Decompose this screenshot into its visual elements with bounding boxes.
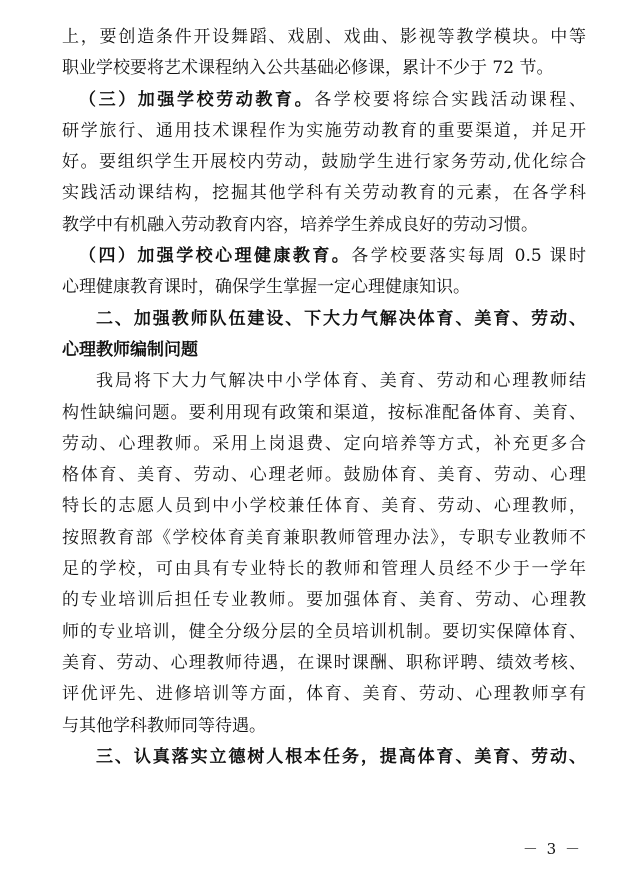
text-line: 教学中有机融入劳动教育内容，培养学生养成良好的劳动习惯。: [62, 214, 538, 235]
text-line: 劳动、心理教师。采用上岗退费、定向培养等方式，补充更多合: [62, 433, 586, 454]
text-line: 上，要创造条件开设舞蹈、戏剧、戏曲、影视等教学模块。中等: [62, 27, 586, 47]
page-number: － 3 －: [522, 840, 582, 858]
text-line: 评优评先、进修培训等方面，体育、美育、劳动、心理教师享有: [62, 684, 586, 705]
section-heading-line: [62, 241, 586, 272]
text-line: 按照教育部《学校体育美育兼职教师管理办法》，专职专业教师不: [62, 527, 586, 548]
chapter-heading: 二、加强教师队伍建设、下大力气解决体育、美育、劳动、: [96, 308, 586, 329]
section-heading: （三）加强学校劳动教育。: [79, 89, 315, 110]
text-line: 特长的志愿人员到中小学校兼任体育、美育、劳动、心理教师，: [62, 496, 586, 517]
section-heading: （四）加强学校心理健康教育。: [79, 246, 352, 267]
text-line: 实践活动课结构，挖掘其他学科有关劳动教育的元素，在各学科: [62, 183, 586, 204]
text-line: 师的专业培训，健全分级分层的全员培训机制。要切实保障体育、: [62, 621, 586, 642]
text-line: 格体育、美育、劳动、心理老师。鼓励体育、美育、劳动、心理: [62, 465, 586, 486]
section-heading-line: [62, 85, 586, 116]
text-line: 美育、劳动、心理教师待遇，在课时课酬、职称评聘、绩效考核、: [62, 652, 586, 673]
text-line: 研学旅行、通用技术课程作为实施劳动教育的重要渠道，并足开: [62, 120, 586, 141]
text-line: 足的学校，可由具有专业特长的教师和管理人员经不少于一学年: [62, 559, 586, 580]
text-line: 与其他学科教师同等待遇。: [62, 715, 266, 736]
text-fragment: 各学校要将综合实践活动课程、: [314, 89, 586, 110]
text-line: 我局将下大力气解决中小学体育、美育、劳动和心理教师结: [96, 371, 586, 392]
chapter-heading: 三、认真落实立德树人根本任务，提高体育、美育、劳动、: [96, 746, 586, 767]
chapter-heading: 心理教师编制问题: [62, 339, 198, 360]
text-line: 的专业培训后担任专业教师。要加强体育、美育、劳动、心理教: [62, 590, 586, 611]
text-line: 职业学校要将艺术课程纳入公共基础必修课，累计不少于 72 节。: [62, 58, 554, 79]
text-line: 心理健康教育课时，确保学生掌握一定心理健康知识。: [62, 277, 470, 298]
text-line: 构性缺编问题。要利用现有政策和渠道，按标准配备体育、美育、: [62, 402, 586, 423]
text-fragment: 各学校要落实每周 0.5 课时: [351, 246, 586, 267]
document-body: [62, 22, 586, 773]
text-line: 好。要组织学生开展校内劳动，鼓励学生进行家务劳动,优化综合: [62, 152, 586, 173]
